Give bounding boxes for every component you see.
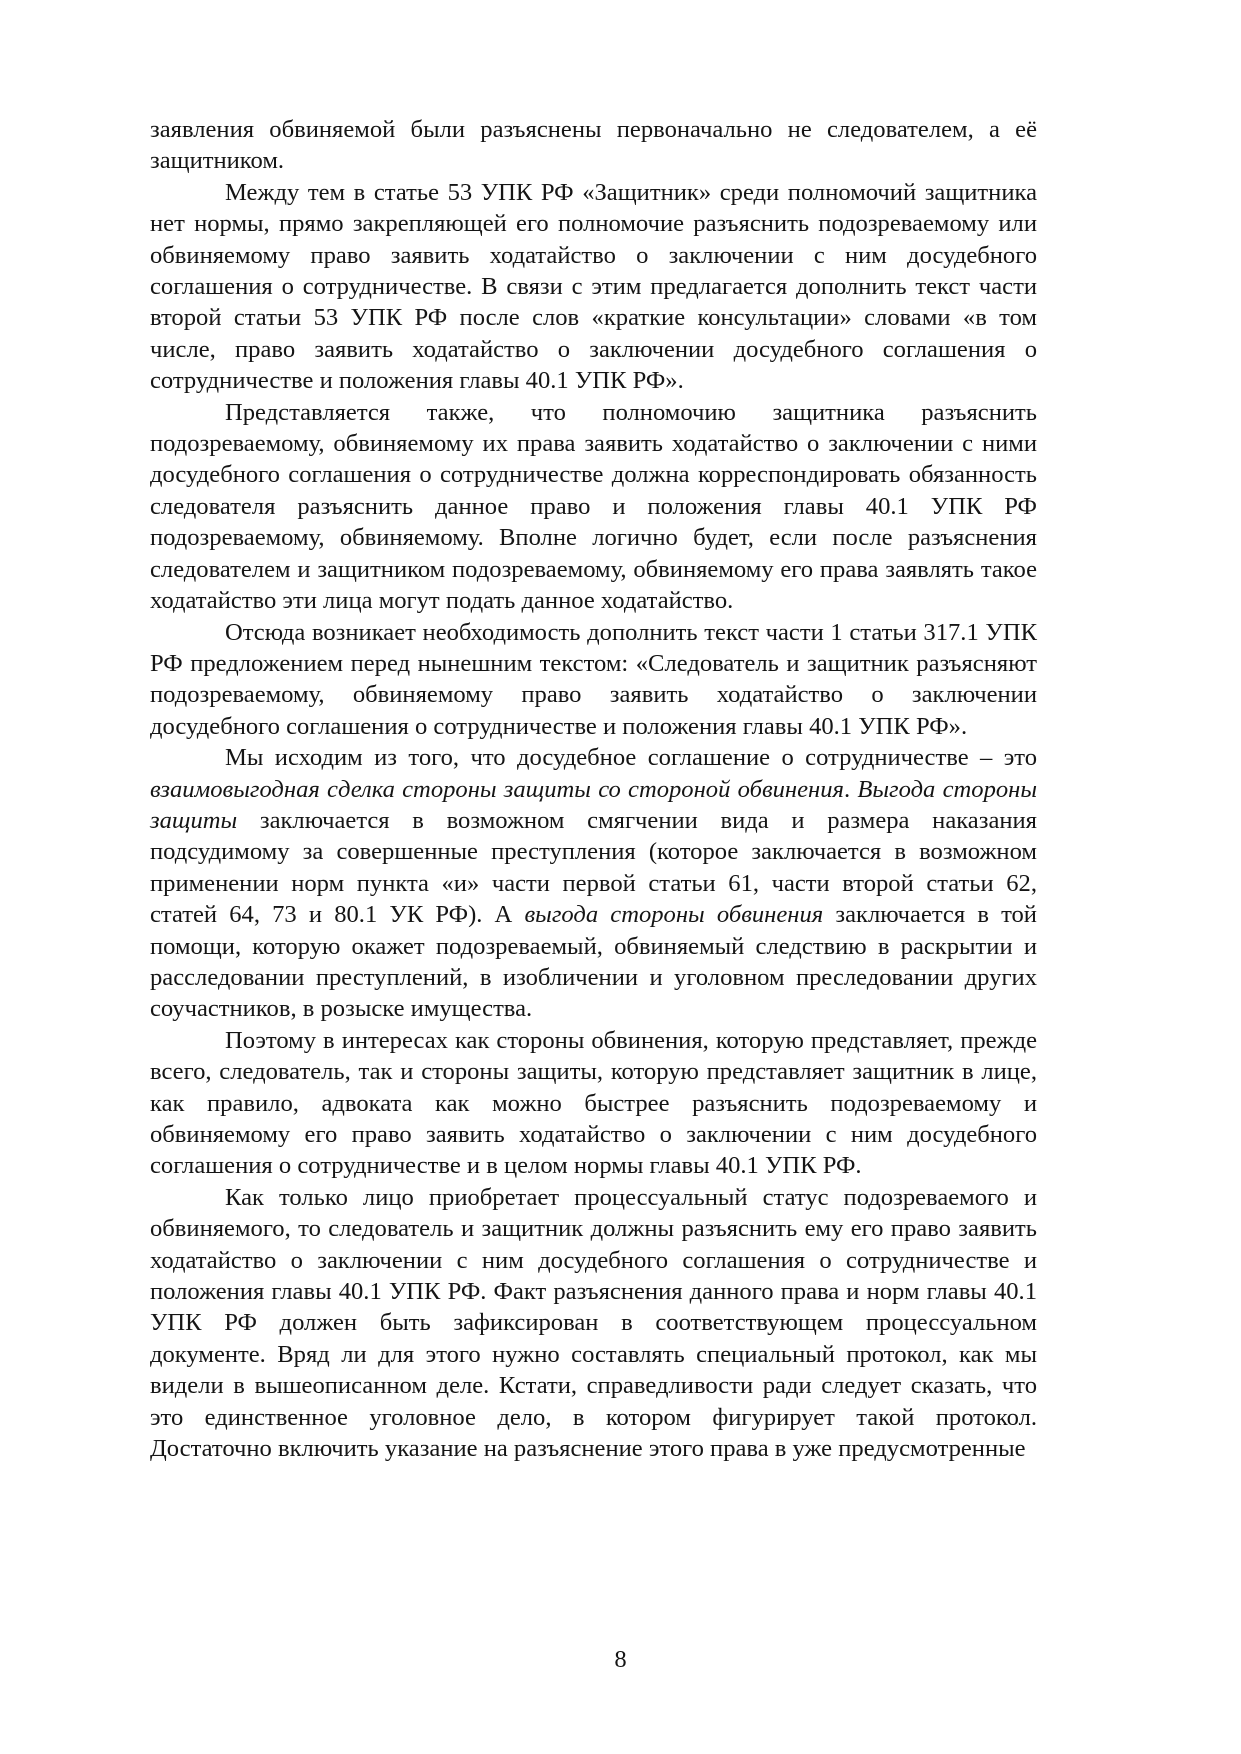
body-text xyxy=(150,114,1037,1464)
paragraph-text: Как только лицо приобретает процессуальный статус подозреваемого и обвиняемого, то следователь и защитник должны разъяснить ему его право заявить ходатайство о заключении с ним досудебного соглашения о сотрудничестве и положения главы 40.1 УПК РФ. Факт разъяснения данного права и норм главы 40.1 УПК РФ должен быть зафиксирован в соответствующем процессуальном документе. Вряд ли для этого нужно составлять специальный протокол, как мы видели в вышеописанном деле. Кстати, справедливости ради следует сказать, что это единственное уголовное дело, в котором фигурирует такой протокол. Достаточно включить указание на разъяснение этого права в уже предусмотренные xyxy=(150,1183,1037,1463)
paragraph xyxy=(150,397,1037,617)
page-number: 8 xyxy=(614,1646,627,1673)
italic-text: взаимовыгодная сделка стороны защиты со стороной обвинения xyxy=(150,775,844,803)
paragraph xyxy=(150,617,1037,743)
paragraph-text: Представляется также, что полномочию защитника разъяснить подозреваемому, обвиняемому их права заявить ходатайство о заключении с ними досудебного соглашения о сотрудничестве должна корреспондировать обязанность следователя разъяснить данное право и положения главы 40.1 УПК РФ подозреваемому, обвиняемому. Вполне логично будет, если после разъяснения следователем и защитником подозреваемому, обвиняемому его права заявлять такое ходатайство эти лица могут подать данное ходатайство. xyxy=(150,398,1037,615)
paragraph-text: заключается в той помощи, которую окажет подозреваемый, обвиняемый следствию в раскрытии и расследовании преступлений, в изобличении и уголовном преследовании других соучастников, в розыске имущества. xyxy=(150,901,1037,1023)
paragraph xyxy=(150,1182,1037,1465)
paragraph-text: заявления обвиняемой были разъяснены первоначально не следователем, а её защитником. xyxy=(150,116,1037,175)
paragraph xyxy=(150,1025,1037,1182)
italic-text: выгода стороны обвинения xyxy=(524,901,824,929)
paragraph-text: заключается в возможном смягчении вида и размера наказания подсудимому за совершенные преступления (которое заключается в возможном применении норм пункта «и» части первой статьи 61, части второй статьи 62, статей 64, 73 и 80.1 УК РФ). А xyxy=(150,806,1037,929)
paragraph xyxy=(150,742,1037,1025)
paragraph-text: Между тем в статье 53 УПК РФ «Защитник» среди полномочий защитника нет нормы, прямо закрепляющей его полномочие разъяснить подозреваемому или обвиняемому право заявить ходатайство о заключении с ним досудебного соглашения о сотрудничестве. В связи с этим предлагается дополнить текст части второй статьи 53 УПК РФ после слов «краткие консультации» словами «в том числе, право заявить ходатайство о заключении досудебного соглашения о сотрудничестве и положения главы 40.1 УПК РФ». xyxy=(150,178,1037,395)
paragraph xyxy=(150,114,1037,177)
paragraph-text: Отсюда возникает необходимость дополнить текст части 1 статьи 317.1 УПК РФ предложением перед нынешним текстом: «Следователь и защитник разъясняют подозреваемому, обвиняемому право заявить ходатайство о заключении досудебного соглашения о сотрудничестве и положения главы 40.1 УПК РФ». xyxy=(150,618,1037,740)
italic-text: Выгода стороны защиты xyxy=(150,775,1038,834)
paragraph-text: . xyxy=(843,775,858,803)
paragraph xyxy=(150,177,1037,397)
paragraph-text: Мы исходим из того, что досудебное соглашение о сотрудничестве – это xyxy=(225,744,1037,772)
paragraph-text: Поэтому в интересах как стороны обвинения, которую представляет, прежде всего, следователь, так и стороны защиты, которую представляет защитник в лице, как правило, адвоката как можно быстрее разъяснить подозреваемому и обвиняемому его право заявить ходатайство о заключении с ним досудебного соглашения о сотрудничестве и в целом нормы главы 40.1 УПК РФ. xyxy=(150,1026,1037,1180)
